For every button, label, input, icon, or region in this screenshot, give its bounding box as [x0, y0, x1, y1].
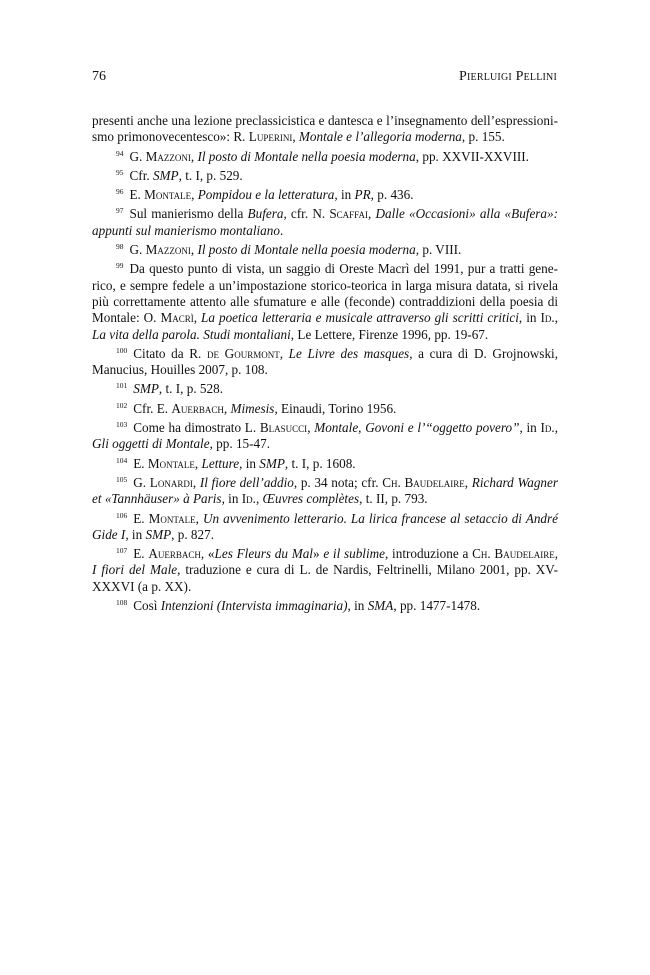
author-name: Auerbach: [171, 400, 224, 416]
note-text: , Le Lettere, Firenze 1996, pp. 19-67.: [290, 326, 489, 342]
note-text: G.: [133, 474, 150, 490]
note-text: , in: [347, 598, 368, 614]
note-text: ,: [190, 148, 198, 164]
note-text: »: [312, 546, 324, 562]
note-text: , in: [221, 491, 242, 507]
note-text: ,: [554, 420, 558, 436]
note-text: , a cura di D. Grojnowski, Manucius, Houilles 2007, p. 108.: [92, 345, 558, 378]
note-text: , in: [334, 187, 355, 203]
note-text: ,: [279, 345, 289, 361]
note-text: , p. 436.: [370, 187, 414, 203]
note-text: , pp. 15-47.: [209, 436, 271, 452]
italic-title: La vita della parola. Studi montaliani: [92, 326, 291, 342]
footnote-99: [92, 258, 558, 342]
footnote-number: 96: [116, 187, 124, 197]
note-text: , t. I, p. 528.: [158, 381, 223, 397]
author-name: Montale: [144, 187, 192, 203]
note-text: E.: [133, 546, 149, 562]
note-text: , in: [239, 455, 260, 471]
italic-title: I fiori del Male: [92, 562, 178, 578]
author-name: Auerbach: [148, 546, 201, 562]
footnote-100: [92, 343, 558, 379]
note-text: G.: [129, 148, 146, 164]
note-text: , p. 827.: [171, 526, 214, 542]
footnote-number: 106: [116, 510, 128, 520]
author-name: Montale: [148, 510, 196, 526]
author-name: Scaffai: [329, 206, 369, 222]
author-name: Id.: [540, 310, 555, 326]
note-text: , Einaudi, Torino 1956.: [274, 400, 397, 416]
note-text: Cfr.: [129, 167, 153, 183]
note-text: ,: [464, 474, 472, 490]
note-text: Da questo punto di vista, un saggio di Oreste Macrì del 1991, pur a tratti gene-rico, e sempre fedele a un’impostazione storico-teorica in larga misura datata, si rivela più correttamente attento alle sfumature e alle (feconde) contraddizioni della poesia di Montale: O.: [92, 261, 558, 326]
note-text: ,: [223, 400, 231, 416]
footnote-107: [92, 543, 558, 595]
note-text: ,: [307, 420, 315, 436]
footnote-number: 102: [116, 400, 128, 410]
italic-title: Mimesis: [230, 400, 275, 416]
note-text: E.: [133, 455, 148, 471]
note-text: ,: [292, 129, 299, 145]
author-name: Blasucci: [259, 420, 308, 436]
author-name: Id.: [540, 420, 555, 436]
italic-title: Le Livre des masques: [288, 345, 410, 361]
note-text: Così: [133, 598, 161, 614]
footnote-number: 104: [116, 455, 128, 465]
note-text: E.: [129, 187, 145, 203]
author-name: Macrì: [160, 310, 194, 326]
italic-title: SMP: [145, 526, 172, 542]
footnote-number: 108: [116, 598, 128, 608]
note-text: ,: [194, 455, 202, 471]
page-number: 76: [92, 69, 106, 84]
note-text: Citato da R.: [133, 345, 208, 361]
footnote-97: [92, 203, 558, 239]
italic-title: Il posto di Montale nella poesia moderna: [197, 148, 416, 164]
note-text: .: [279, 222, 284, 238]
footnote-number: 101: [116, 381, 128, 391]
footnote-number: 95: [116, 167, 124, 177]
italic-title: Bufera: [247, 206, 284, 222]
note-text: , t. II, p. 793.: [359, 491, 428, 507]
note-text: , «: [200, 546, 215, 562]
italic-title: Intenzioni (Intervista immaginaria): [160, 598, 348, 614]
italic-title: SMP: [133, 381, 159, 397]
note-text: , p. 34 nota; cfr.: [293, 474, 383, 490]
italic-title: Œuvres complètes: [262, 491, 360, 507]
author-name: Mazzoni: [145, 148, 191, 164]
author-name: Luperini: [248, 129, 293, 145]
footnote-number: 94: [116, 148, 124, 158]
italic-title: La poetica letteraria e musicale attraverso gli scritti critici: [201, 310, 519, 326]
author-name: Lonardi: [149, 474, 193, 490]
note-text: presenti anche una lezione preclassicistica e dantesca e l’insegnamento dell’espressioni-smo primonovecentesco»: R.: [92, 113, 558, 145]
italic-title: SMP: [259, 455, 285, 471]
footnote-108: [92, 595, 558, 614]
italic-title: e il sublime: [323, 546, 386, 562]
note-text: , p. 155.: [461, 129, 505, 145]
note-text: , t. I, p. 1608.: [284, 455, 356, 471]
footnote-94: [92, 146, 558, 165]
running-head: Pierluigi Pellini: [459, 69, 557, 84]
footnote-number: 99: [116, 261, 124, 271]
note-text: ,: [554, 310, 559, 326]
note-text: G.: [129, 242, 146, 258]
note-text: ,: [191, 187, 198, 203]
footnote-95: [92, 165, 558, 184]
note-text: , pp. XXVII-XXVIII.: [415, 148, 529, 164]
footnote-number: 97: [116, 206, 124, 216]
note-text: Cfr. E.: [133, 400, 172, 416]
note-text: , traduzione e cura di L. de Nardis, Feltrinelli, Milano 2001, pp. XV-XXXVI (a p. XX).: [92, 562, 558, 594]
author-name: Id.: [241, 491, 256, 507]
italic-title: Un avvenimento letterario. La lirica francese al setaccio di André Gide I: [92, 510, 558, 542]
footnote-number: 105: [116, 474, 128, 484]
italic-title: SMA: [367, 598, 394, 614]
footnote-number: 98: [116, 242, 124, 252]
footnote-103: [92, 417, 558, 453]
note-text: , cfr. N.: [283, 206, 330, 222]
italic-title: Montale e l’allegoria moderna: [298, 129, 462, 145]
italic-title: PR: [354, 187, 371, 203]
italic-title: Pompidou e la letteratura: [197, 187, 335, 203]
italic-title: Richard Wagner et «Tannhäuser» à Paris: [92, 474, 558, 507]
italic-title: Gli oggetti di Montale: [92, 436, 210, 452]
italic-title: Il posto di Montale nella poesia moderna: [197, 242, 416, 258]
italic-title: Les Fleurs du Mal: [214, 546, 313, 562]
note-text: , pp. 1477-1478.: [393, 598, 481, 614]
note-text: Sul manierismo della: [129, 206, 248, 222]
note-text: ,: [255, 491, 263, 507]
note-text: , in: [519, 420, 541, 436]
footnote-106: [92, 508, 558, 544]
note-text: ,: [368, 206, 376, 222]
note-text: , introduzione a: [385, 546, 473, 562]
note-text: , t. I, p. 529.: [178, 167, 243, 183]
footnotes: [92, 113, 558, 614]
footnote-105: [92, 472, 558, 508]
footnote-104: [92, 453, 558, 472]
author-name: Ch. Baudelaire: [472, 546, 555, 562]
footnote-96: [92, 184, 558, 203]
note-text: ,: [193, 310, 202, 326]
footnote-98: [92, 239, 558, 258]
note-text: Come ha dimostrato L.: [133, 420, 260, 436]
footnote-101: [92, 378, 558, 397]
note-text: ,: [554, 546, 558, 562]
footnote-continuation: [92, 113, 558, 146]
note-text: , p. VIII.: [415, 242, 462, 258]
author-name: Montale: [147, 455, 195, 471]
italic-title: SMP: [152, 167, 179, 183]
note-text: ,: [190, 242, 198, 258]
footnote-number: 107: [116, 546, 128, 556]
note-text: ,: [192, 474, 200, 490]
note-text: , in: [518, 310, 541, 326]
italic-title: Letture: [201, 455, 240, 471]
italic-title: Il fiore dell’addio: [199, 474, 294, 490]
footnote-102: [92, 398, 558, 417]
footnote-number: 103: [116, 420, 128, 430]
italic-title: Montale, Govoni e l’“oggetto povero”: [314, 420, 520, 436]
note-text: ,: [195, 510, 203, 526]
italic-title: Dalle «Occasioni» alla «Bufera»: appunti sul manierismo montaliano: [92, 206, 559, 238]
footnote-number: 100: [116, 345, 128, 355]
author-name: Mazzoni: [145, 242, 191, 258]
note-text: , in: [125, 526, 146, 542]
note-text: E.: [133, 510, 149, 526]
page-header: [92, 69, 557, 89]
author-name: Ch. Baudelaire: [382, 474, 465, 490]
author-name: de Gourmont: [207, 345, 280, 361]
